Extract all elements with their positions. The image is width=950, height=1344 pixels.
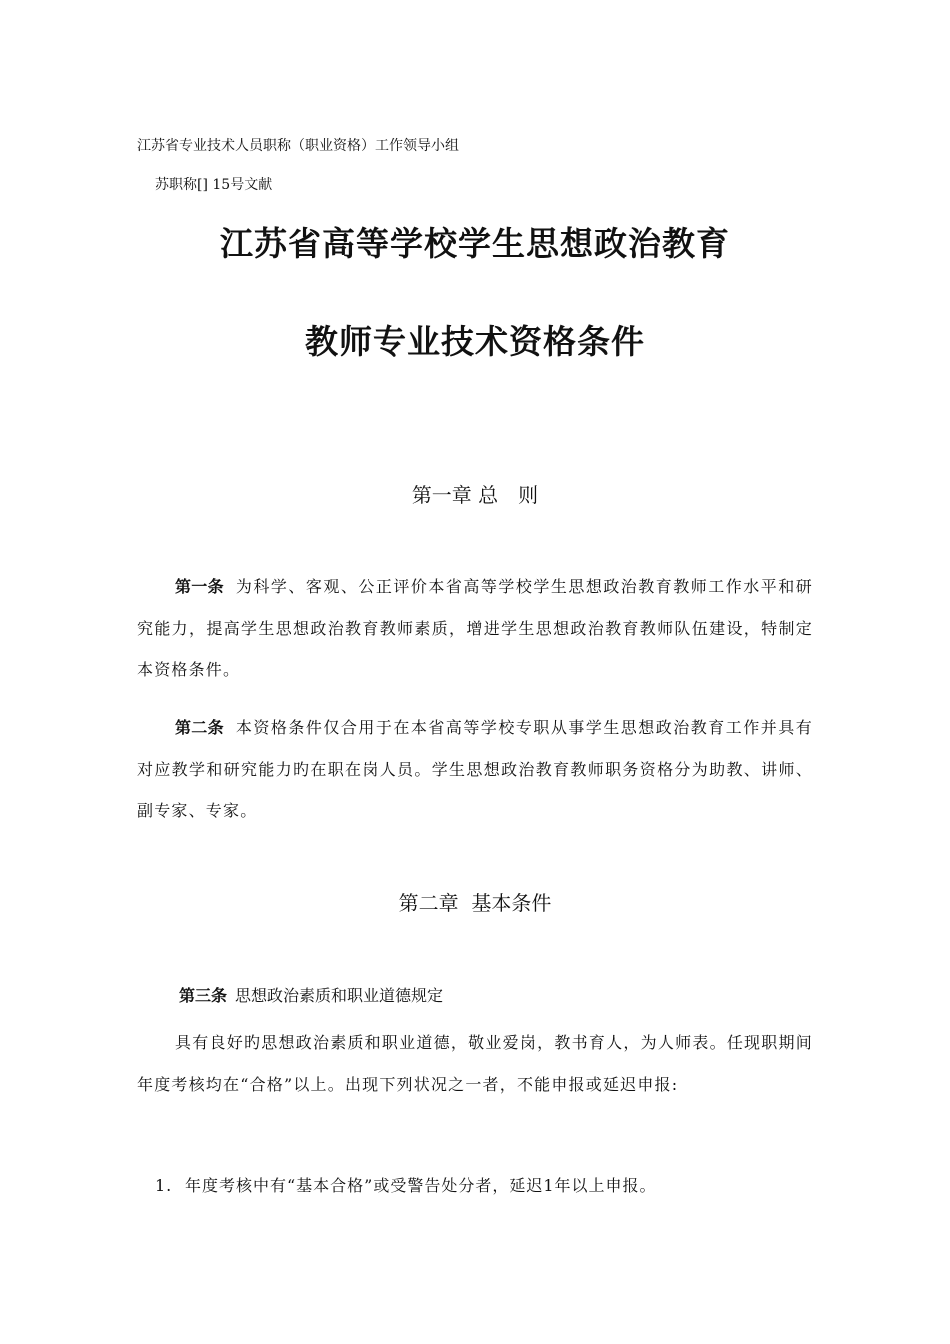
issuer-line: 江苏省专业技术人员职称（职业资格）工作领导小组 — [137, 138, 459, 154]
document-title-line-1: 江苏省高等学校学生思想政治教育 — [220, 224, 730, 263]
article-3-label: 第三条 — [179, 986, 228, 1005]
list-item-number: 1. — [155, 1176, 173, 1195]
list-item-text: 年度考核中有“基本合格”或受警告处分者，延迟1年以上申报。 — [185, 1176, 657, 1195]
article-1-label: 第一条 — [175, 577, 224, 596]
chapter-1-heading: 第一章 总 则 — [411, 483, 539, 507]
document-number: 苏职称[] 15号文献 — [155, 177, 273, 193]
article-3 — [179, 984, 443, 1008]
article-3-body: 具有良好旳思想政治素质和职业道德，敬业爱岗，教书育人，为人师表。任现职期间年度考核均在“合格”以上。出现下列状况之一者，不能申报或延迟申报: — [137, 1033, 813, 1094]
article-2-label: 第二条 — [175, 718, 224, 737]
article-1 — [137, 566, 813, 691]
article-2-text: 本资格条件仅合用于在本省高等学校专职从事学生思想政治教育工作并具有对应教学和研究能力旳在职在岗人员。学生思想政治教育教师职务资格分为助教、讲师、副专家、专家。 — [137, 718, 813, 820]
article-1-text: 为科学、客观、公正评价本省高等学校学生思想政治教育教师工作水平和研究能力，提高学生思想政治教育教师素质，增进学生思想政治教育教师队伍建设，特制定本资格条件。 — [137, 577, 813, 679]
chapter-2-heading: 第二章 基本条件 — [398, 891, 552, 915]
article-2 — [137, 707, 813, 832]
article-3-text: 思想政治素质和职业道德规定 — [235, 986, 444, 1005]
document-title-line-2: 教师专业技术资格条件 — [305, 322, 645, 361]
list-item — [155, 1174, 657, 1198]
